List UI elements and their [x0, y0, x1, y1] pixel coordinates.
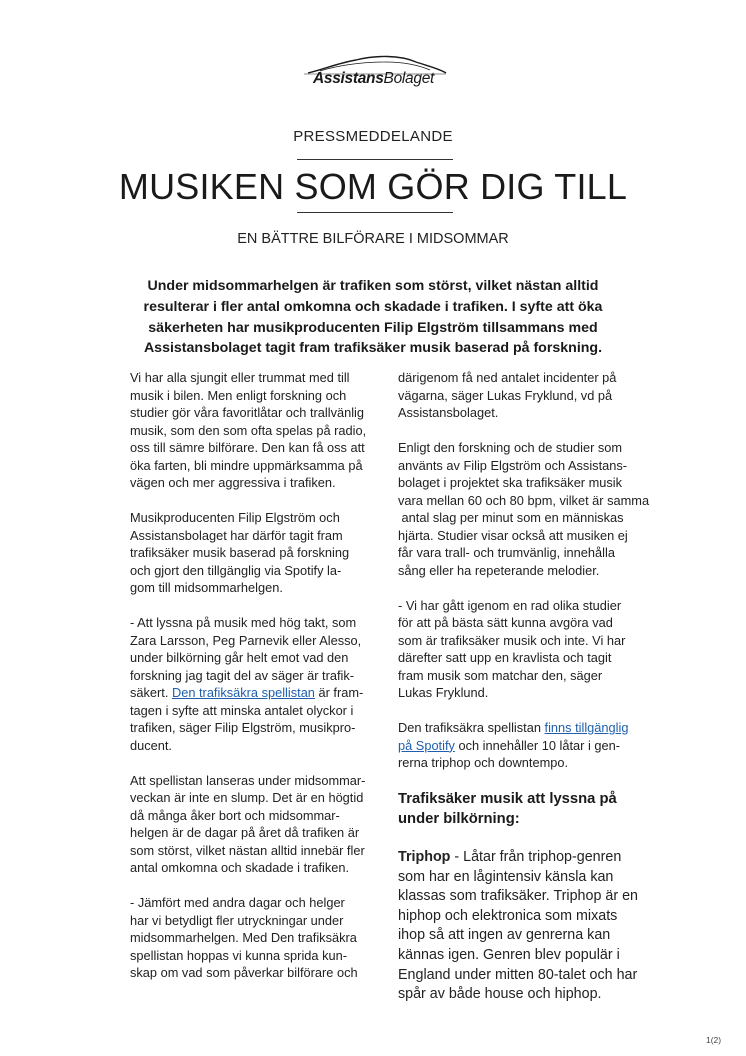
paragraph — [130, 369, 366, 492]
text-line: musik i bilen. Men enligt forskning och — [130, 387, 347, 403]
playlist-link[interactable]: Den trafiksäkra spellistan — [171, 685, 315, 700]
body-column-left — [130, 369, 366, 999]
text-line: Lukas Fryklund. — [398, 685, 489, 700]
text-line: musik, som den som ofta spelas på radio, — [130, 422, 367, 438]
text-line: klassas som trafiksäker. Triphop är en — [398, 888, 638, 905]
text-line: Att spellistan lanseras under midsommar- — [130, 772, 366, 788]
text-fragment: Den trafiksäkra spellistan — [398, 720, 545, 735]
text-line: under bilkörning går helt emot vad den — [130, 650, 349, 665]
text-fragment: och innehåller 10 låtar i gen- — [454, 737, 620, 753]
text-line: antal slag per minut som en människas — [398, 510, 624, 525]
text-line: bolaget i projektet ska trafiksäker musik — [398, 475, 623, 490]
text-line: Musikproducenten Filip Elgström och — [130, 510, 340, 525]
text-line: trafiksäker musik baserad på forskning — [130, 545, 350, 560]
text-line: skap om vad som påverkar bilförare och — [130, 965, 358, 980]
section-heading — [398, 789, 649, 829]
text-line: - Jämfört med andra dagar och helger — [130, 895, 345, 910]
paragraph — [130, 509, 366, 597]
text-line: öka farten, bli mindre uppmärksamma på — [130, 457, 363, 473]
text-line: studier gör våra favoritlåtar och trallvänlig — [130, 405, 365, 420]
text-line: som är trafiksäker musik och inte. Vi har — [398, 632, 626, 648]
text-line: har vi betydligt fler utryckningar under — [130, 912, 344, 928]
page-number: 1(2) — [706, 1035, 722, 1045]
spotify-link-continued[interactable]: på Spotify — [398, 737, 455, 753]
text-line: veckan är inte en slump. Det är en högtid — [130, 790, 364, 805]
text-line: midsommarhelgen. Med Den trafiksäkra — [130, 930, 357, 945]
text-line — [398, 848, 649, 868]
paragraph — [130, 614, 366, 754]
text-line: vara mellan 60 och 80 bpm, vilket är samma — [398, 492, 650, 508]
subheadline: EN BÄTTRE BILFÖRARE I MIDSOMMAR — [237, 231, 509, 247]
spotify-link[interactable]: finns tillgänglig — [544, 720, 629, 735]
text-line: tagen i syfte att minska antalet olyckor i — [130, 702, 354, 718]
text-line: spår av både house och hiphop. — [398, 986, 602, 1003]
text-line: Assistansbolaget. — [398, 405, 499, 420]
text-line: Vi har alla sjungit eller trummat med till — [130, 370, 350, 385]
text-line: forskning jag tagit del av säger är trafik- — [130, 667, 355, 683]
paragraph — [398, 719, 649, 772]
text-line: sång eller ha repeterande melodier. — [398, 562, 600, 578]
text-line: får vara trall- och trumvänlig, innehålla — [398, 545, 615, 560]
text-line: - Vi har gått igenom en rad olika studier — [398, 597, 622, 613]
text-line: gom till midsommarhelgen. — [130, 580, 283, 595]
text-fragment: - Låtar från triphop-genren — [450, 849, 622, 865]
lead-line: resulterar i fler antal omkomna och skadade i trafiken. I syfte att öka — [143, 298, 603, 315]
headline: MUSIKEN SOM GÖR DIG TILL — [118, 166, 628, 207]
logo-wordmark: AssistansBolaget — [313, 70, 435, 87]
text-line: hjärta. Studier visar också att musiken ej — [398, 527, 628, 543]
text-line: vägarna, säger Lukas Fryklund, vd på — [398, 387, 613, 403]
text-line: och gjort den tillgänglig via Spotify la- — [130, 562, 342, 578]
genre-term: Triphop — [398, 849, 451, 865]
text-line — [398, 719, 649, 737]
paragraph — [130, 894, 366, 982]
text-line: spellistan hoppas vi kunna sprida kun- — [130, 947, 347, 963]
text-line: Enligt den forskning och de studier som — [398, 440, 623, 455]
heading-line: Trafiksäker musik att lyssna på — [398, 791, 617, 807]
body-column-right — [398, 369, 649, 1005]
text-line: Assistansbolaget har därför tagit fram — [130, 527, 343, 543]
text-line: då många åker bort och midsommar- — [130, 807, 340, 823]
text-line: vägen och mer aggressiva i trafiken. — [130, 475, 336, 490]
heading-line: under bilkörning: — [398, 811, 520, 827]
text-line: kännas igen. Genren blev populär i — [398, 946, 620, 963]
text-line: - Att lyssna på musik med hög takt, som — [130, 615, 357, 630]
company-logo — [300, 50, 450, 94]
text-line: ducent. — [130, 737, 172, 753]
genre-description-triphop — [398, 848, 649, 1005]
lead-line: Assistansbolaget tagit fram trafiksäker musik baserad på forskning. — [143, 340, 603, 357]
text-line: därefter satt upp en kravlista och tagit — [398, 650, 612, 665]
text-line: trafiken, säger Filip Elgström, musikpro- — [130, 720, 356, 735]
text-line — [130, 684, 366, 702]
text-fragment: är fram- — [314, 685, 364, 700]
lead-line: säkerheten har musikproducenten Filip Elgström tillsammans med — [148, 319, 598, 336]
text-fragment: säkert. — [130, 685, 172, 700]
text-line: som störst, vilket nästan alltid innebär fler — [130, 842, 365, 858]
text-line — [398, 737, 649, 755]
divider-bottom — [297, 212, 453, 213]
divider-top — [297, 159, 453, 160]
kicker-label: PRESSMEDDELANDE — [293, 128, 453, 145]
text-line: använts av Filip Elgström och Assistans- — [398, 457, 628, 473]
text-line: ihop så att ingen av genrerna kan — [398, 927, 611, 944]
text-line: helgen är de dagar på året då trafiken är — [130, 825, 360, 840]
text-line: som har en lågintensiv känsla kan — [398, 868, 614, 885]
paragraph — [398, 597, 649, 702]
paragraph — [398, 369, 649, 422]
text-line: England under mitten 80-talet och har — [398, 966, 638, 983]
paragraph — [398, 439, 649, 579]
text-line: rerna triphop och downtempo. — [398, 755, 569, 770]
text-line: antal omkomna och skadade i trafiken. — [130, 860, 350, 875]
text-line: fram musik som matchar den, säger — [398, 667, 603, 683]
text-line: därigenom få ned antalet incidenter på — [398, 370, 617, 385]
paragraph — [130, 772, 366, 877]
lead-line: Under midsommarhelgen är trafiken som störst, vilket nästan alltid — [147, 278, 599, 294]
lead-paragraph — [140, 276, 606, 359]
text-line: oss till sämre bilförare. Den kan få oss att — [130, 440, 365, 455]
text-line: för att på bästa sätt kunna avgöra vad — [398, 615, 613, 630]
text-line: Zara Larsson, Peg Parnevik eller Alesso, — [130, 632, 362, 648]
text-line: hiphop och elektronica som mixats — [398, 907, 618, 924]
